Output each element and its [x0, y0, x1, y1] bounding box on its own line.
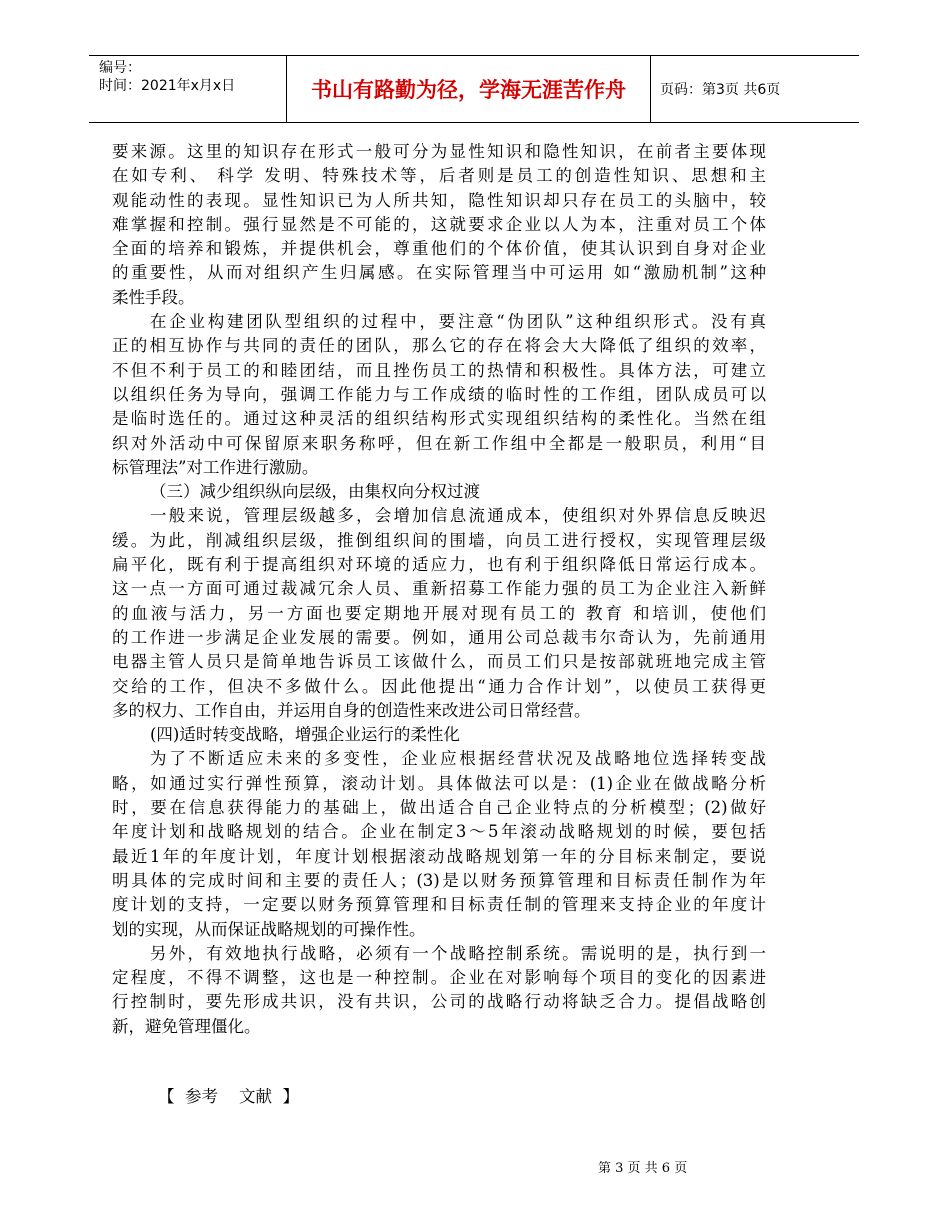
body-text-line: 观能动性的表现。显性知识已为人所共知，隐性知识却只存在员工的头脑中，较 — [112, 190, 766, 210]
body-text-line: 一般来说，管理层级越多，会增加信息流通成本，使组织对外界信息反映迟 — [150, 506, 766, 526]
body-text-line: 这一点一方面可通过裁减冗余人员、重新招募工作能力强的员工为企业注入新鲜 — [112, 579, 766, 599]
body-text-line: 难掌握和控制。强行显然是不可能的，这就要求企业以人为本，注重对员工个体 — [112, 214, 766, 234]
page-footer: 第 3 页 共 6 页 — [598, 1161, 688, 1176]
document-time-label: 时间：2021年x月x日 — [99, 78, 236, 94]
body-text-line: 全面的培养和锻炼，并提供机会，尊重他们的个体价值，使其认识到自身对企业 — [112, 239, 766, 259]
body-text-line: 时，要在信息获得能力的基础上，做出适合自己企业特点的分析模型；(2)做好 — [112, 798, 766, 818]
body-text-line: 在如专利、 科学 发明、特殊技术等，后者则是员工的创造性知识、思想和主 — [112, 166, 766, 186]
body-text-line: 为了不断适应未来的多变性，企业应根据经营状况及战略地位选择转变战 — [150, 749, 766, 769]
body-text-line: 的血液与活力，另一方面也要定期地开展对现有员工的 教育 和培训，使他们 — [112, 603, 766, 623]
page-header — [89, 55, 859, 123]
body-text-line: 以组织任务为导向，强调工作能力与工作成绩的临时性的工作组，团队成员可以 — [112, 384, 766, 404]
body-text-line: 的工作进一步满足企业发展的需要。例如，通用公司总裁韦尔奇认为，先前通用 — [112, 627, 766, 647]
body-text-line: 划的实现，从而保证战略规划的可操作性。 — [112, 919, 426, 939]
body-text-line: 略，如通过实行弹性预算，滚动计划。具体做法可以是：(1)企业在做战略分析 — [112, 773, 766, 793]
body-text-line: 的重要性，从而对组织产生归属感。在实际管理当中可运用 如“激励机制”这种 — [112, 263, 766, 283]
document-body — [112, 140, 766, 1039]
body-text-line: 不但不利于员工的和睦团结，而且挫伤员工的热情和积极性。具体方法，可建立 — [112, 360, 766, 380]
body-text-line: 行控制时，要先形成共识，没有共识，公司的战略行动将缺乏合力。提倡战略创 — [112, 992, 766, 1012]
body-text-line: 标管理法”对工作进行激励。 — [112, 457, 319, 477]
header-page-info: 页码：第3页 共6页 — [660, 82, 781, 98]
body-text-line: 扁平化，既有利于提高组织对环境的适应力，也有利于组织降低日常运行成本。 — [112, 555, 766, 575]
body-text-line: 织对外活动中可保留原来职务称呼，但在新工作组中全都是一般职员，利用“目 — [112, 433, 766, 453]
body-text-line: 缓。为此，削减组织层级，推倒组织间的围墙，向员工进行授权，实现管理层级 — [112, 530, 766, 550]
body-text-line: （三）减少组织纵向层级，由集权向分权过渡 — [150, 482, 480, 502]
body-text-line: 另外，有效地执行战略，必须有一个战略控制系统。需说明的是，执行到一 — [150, 943, 766, 963]
body-text-line: 柔性手段。 — [112, 287, 195, 307]
body-text-line: 定程度，不得不调整，这也是一种控制。企业在对影响每个项目的变化的因素进 — [112, 968, 766, 988]
body-text-line: 交给的工作，但决不多做什么。因此他提出“通力合作计划”，以使员工获得更 — [112, 676, 766, 696]
body-text-line: 在企业构建团队型组织的过程中，要注意“伪团队”这种组织形式。没有真 — [150, 312, 766, 332]
body-text-line: 明具体的完成时间和主要的责任人；(3)是以财务预算管理和目标责任制作为年 — [112, 870, 766, 890]
body-text-line: 多的权力、工作自由，并运用自身的创造性来改进公司日常经营。 — [112, 700, 591, 720]
body-text-line: 电器主管人员只是简单地告诉员工该做什么，而员工们只是按部就班地完成主管 — [112, 652, 766, 672]
header-divider — [650, 56, 651, 122]
header-left-cell — [99, 59, 235, 95]
body-text-line: 最近1年的年度计划，年度计划根据滚动战略规划第一年的分目标来制定，要说 — [112, 846, 766, 866]
body-text-line: 是临时选任的。通过这种灵活的组织结构形式实现组织结构的柔性化。当然在组 — [112, 409, 766, 429]
body-text-line: (四)适时转变战略，增强企业运行的柔性化 — [150, 725, 460, 745]
body-text-line: 年度计划和战略规划的结合。企业在制定3～5年滚动战略规划的时候，要包括 — [112, 822, 766, 842]
references-heading: 【 参考 文献 】 — [158, 1087, 299, 1106]
header-motto: 书山有路勤为径，学海无涯苦作舟 — [311, 78, 626, 102]
body-text-line: 正的相互协作与共同的责任的团队，那么它的存在将会大大降低了组织的效率， — [112, 336, 766, 356]
document-number-label: 编号： — [99, 60, 141, 76]
body-text-line: 要来源。这里的知识存在形式一般可分为显性知识和隐性知识，在前者主要体现 — [112, 142, 766, 161]
body-text-line: 新，避免管理僵化。 — [112, 1016, 261, 1036]
body-text-line: 度计划的支持，一定要以财务预算管理和目标责任制的管理来支持企业的年度计 — [112, 895, 766, 915]
